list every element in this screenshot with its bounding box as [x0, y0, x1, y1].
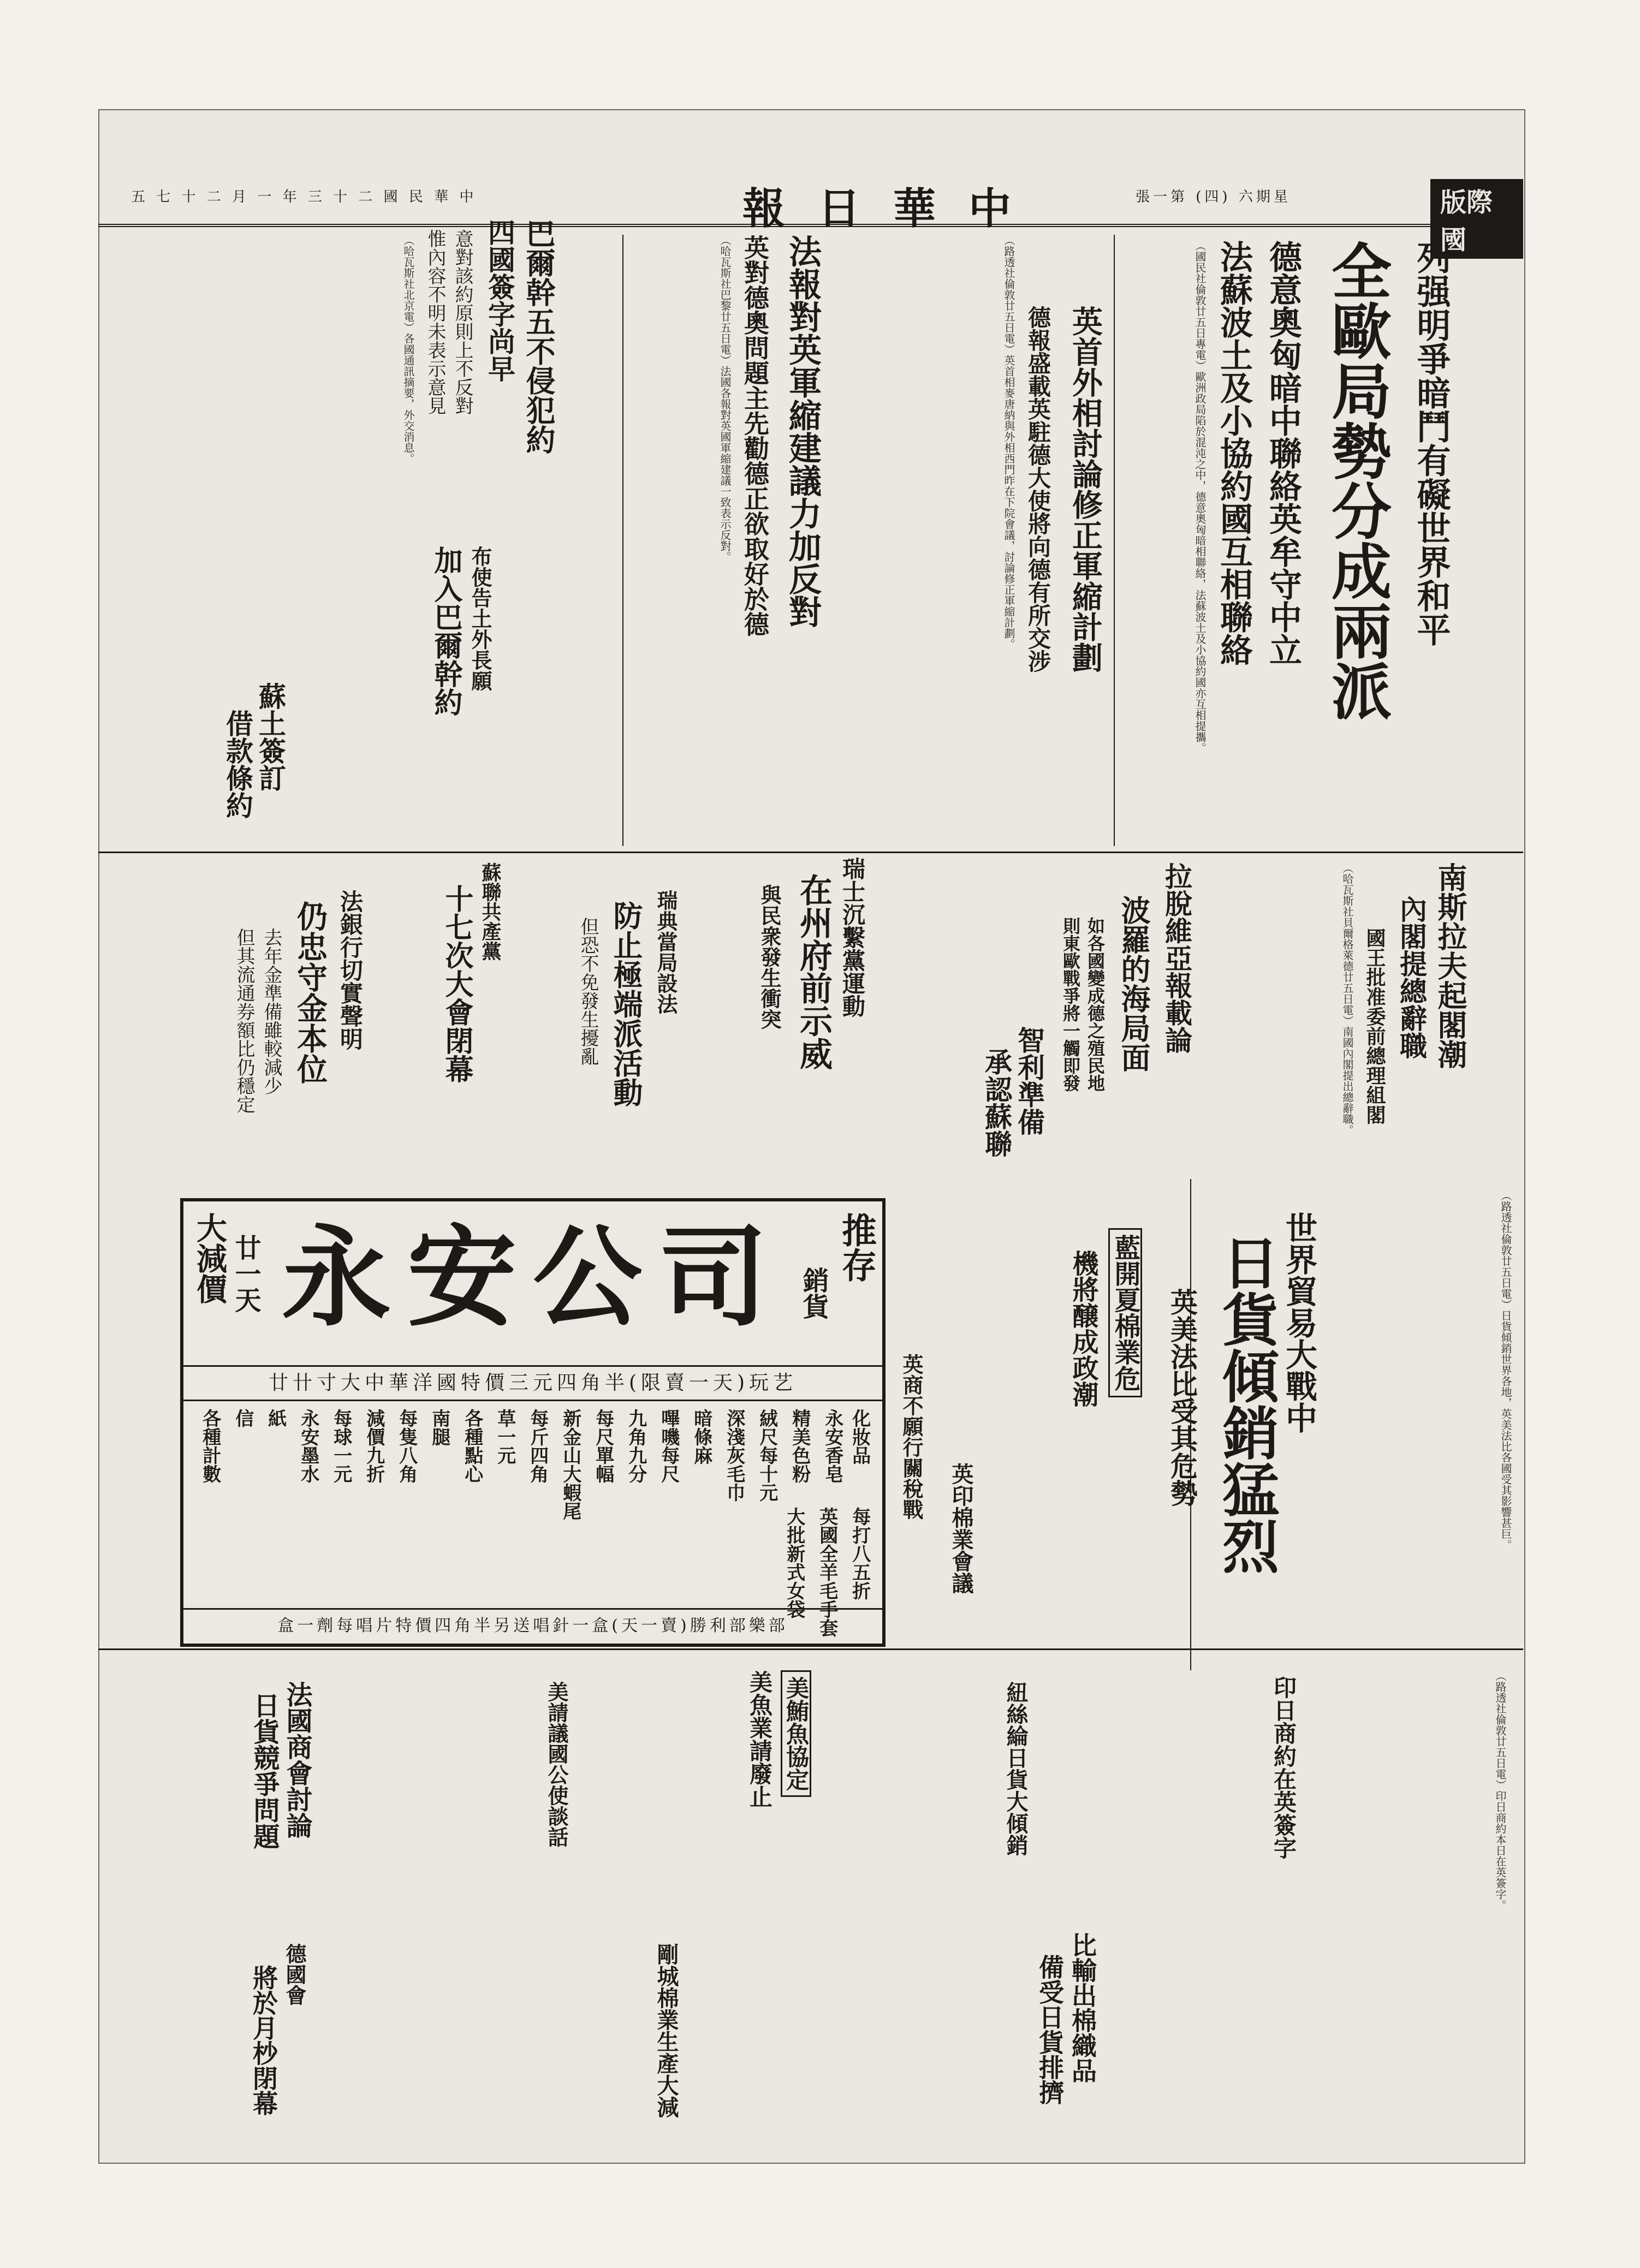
ad-item: 英國全羊毛手套: [816, 1507, 838, 1637]
ad-footer: 盒一劑每唱片特價四角半另送唱針一盒(天一賣)勝利部樂部: [183, 1608, 882, 1642]
ad-item: 信: [231, 1409, 254, 1427]
section-label: 版際國: [1430, 179, 1523, 259]
ad-item: 每打八五折: [848, 1507, 871, 1600]
column-rule: [622, 235, 623, 846]
article-8-subhead-1: 波羅的海局面: [1116, 895, 1151, 1072]
article-12-headline: 十七次大會閉幕: [440, 884, 473, 1083]
ad-item: 每球一元: [330, 1409, 352, 1483]
article-22-headline: 美請議國公使談話: [544, 1681, 569, 1847]
lead-headline: 全歐局勢分成兩派: [1322, 240, 1392, 721]
ad-brand: 永安公司: [282, 1213, 785, 1342]
ad-left-top: 大減價: [192, 1212, 228, 1304]
ad-item: 每隻八角: [395, 1409, 418, 1483]
article-2-subhead: 德報盛載英駐德大使將向德有所交涉: [1025, 306, 1051, 672]
ad-item: 九角九分: [625, 1409, 647, 1483]
article-23-headline: 剛城棉業生產大減: [653, 1943, 679, 2118]
article-11-subhead: 瑞典當局設法: [653, 890, 678, 1014]
divider: [98, 1648, 1523, 1650]
article-24-subhead: 日貨競爭問題: [249, 1692, 280, 1849]
article-14-headline: 英商不願行關稅戰: [899, 1354, 924, 1520]
article-4-subhead-2: 意對該約原則上不反對: [451, 229, 473, 415]
ad-item: 每尺單幅: [592, 1409, 614, 1483]
ad-item: 新金山大蝦尾: [559, 1409, 581, 1520]
article-15-body: （路透社倫敦廿五日電）日貨傾銷世界各地，英美法比各國受其影響甚巨。: [1499, 1190, 1512, 1550]
ad-item: 減價九折: [363, 1409, 385, 1483]
article-6-headline: 蘇土簽訂: [254, 682, 287, 791]
article-11-headline: 防止極端派活動: [609, 901, 644, 1107]
article-7-subhead-1: 內閣提總辭職: [1395, 895, 1428, 1059]
ad-item: 絨尺每十元: [756, 1409, 778, 1502]
article-8-headline: 拉脫維亞報載論: [1161, 862, 1193, 1053]
article-7-headline: 南斯拉夫起閣潮: [1433, 862, 1468, 1069]
lead-kicker: 列强明爭暗鬥有礙世界和平: [1411, 240, 1451, 646]
article-5-headline: 加入巴爾幹約: [429, 546, 462, 716]
article-8-subhead-2: 如各國變成德之殖民地: [1085, 917, 1106, 1092]
article-19-headline: 紐絲綸日貨大傾銷: [1003, 1681, 1029, 1856]
masthead: [98, 175, 1523, 255]
ad-right-top: 推存: [836, 1212, 877, 1282]
ad-item: 紙: [264, 1409, 287, 1427]
ad-item: 大批新式女袋: [783, 1507, 805, 1618]
article-20-subhead: 備受日貨排擠: [1035, 1954, 1065, 2105]
article-11-subhead-2: 但恐不免發生擾亂: [577, 917, 599, 1065]
article-15-headline: 世界貿易大戰中: [1280, 1212, 1317, 1433]
ad-item: 精美色粉: [788, 1409, 811, 1483]
article-3-subhead: 英對德奧問題主先勸德正欲取好於德: [740, 235, 770, 636]
article-16-headline: 藍開夏棉業危: [1108, 1228, 1142, 1397]
column-rule: [1114, 235, 1115, 846]
ad-banner: 廿卄寸大中華洋國特價三元四角半(限賣一天)玩艺: [183, 1365, 882, 1401]
article-17-headline: 英印棉業會議: [948, 1463, 974, 1594]
lead-body: （國民社倫敦廿五日專電）歐洲政局陷於混沌之中，德意奧匈暗相聯絡，法蘇波土及小協約國亦互相提攜。: [1193, 240, 1207, 753]
masthead-issue: 張一第 (四) 六期星: [1136, 189, 1291, 205]
article-12-subhead: 蘇聯共產黨: [479, 862, 502, 961]
article-8-subhead-3: 則東歐戰爭將一觸即發: [1060, 917, 1081, 1092]
ad-item: 深淺灰毛巾: [723, 1409, 745, 1502]
ad-right-sub: 銷貨: [798, 1267, 829, 1319]
article-5-subhead: 布使告土外長願: [468, 546, 492, 691]
article-13-subhead-3: 但其流通券額比仍穩定: [233, 928, 255, 1114]
article-7-subhead-2: 國王批准委前總理組閣: [1363, 928, 1386, 1124]
lead-subhead-1: 德意奧匈暗中聯絡英牟守中立: [1264, 240, 1302, 666]
article-25-headline: 將於月杪閉幕: [249, 1965, 278, 2116]
article-4-headline: 巴爾幹五不侵犯約: [521, 218, 556, 454]
ad-item: 各種點心: [461, 1409, 483, 1483]
article-13-subhead: 法銀行切實聲明: [337, 890, 364, 1050]
article-10-subhead: 瑞士沉繫黨運動: [839, 857, 866, 1017]
article-21-subhead: 美魚業請廢止: [746, 1670, 773, 1808]
ad-item: 暗條麻: [690, 1409, 712, 1465]
article-15-subhead-1: 日貨傾銷猛烈: [1213, 1234, 1280, 1574]
masthead-title: 報日華中: [742, 184, 1044, 234]
ad-item: 每斤四角: [526, 1409, 549, 1483]
ad-item: 嗶嘰每尺: [657, 1409, 680, 1483]
article-2-headline: 英首外相討論修正軍縮計劃: [1067, 306, 1103, 672]
article-9-subhead: 承認蘇聯: [981, 1048, 1013, 1157]
ad-item: 化妝品: [848, 1409, 871, 1465]
article-13-subhead-2: 去年金準備雖較減少: [260, 928, 282, 1095]
yongan-advertisement: [180, 1198, 886, 1647]
article-4-subhead-1: 四國簽字尚早: [484, 218, 516, 382]
ad-item: 永安香皂: [821, 1409, 843, 1483]
ad-item: 南腿: [428, 1409, 450, 1446]
article-4-subhead-3: 惟內容不明未表示意見: [424, 229, 446, 415]
article-7-body: （哈瓦斯社貝爾格萊德廿五日電）南國內閣提出總辭職。: [1341, 862, 1354, 1135]
article-16-subhead: 機將醸成政潮: [1068, 1250, 1098, 1407]
article-20-headline: 比輸出棉織品: [1068, 1932, 1097, 2083]
article-18-headline: 印日商約在英簽字: [1270, 1676, 1297, 1859]
ad-item: 草一元: [494, 1409, 516, 1465]
article-2-body: （路透社倫敦廿五日電）英首相麥唐納與外相西門昨在下院會議，討論修正軍縮計劃。: [1002, 235, 1015, 650]
ad-item: 永安墨水: [297, 1409, 319, 1483]
article-10-headline: 在州府前示威: [794, 873, 833, 1070]
article-21-headline: 美鮪魚協定: [781, 1670, 811, 1797]
article-10-subhead-2: 與民衆發生衝突: [757, 884, 782, 1029]
article-24-headline: 法國商會討論: [282, 1681, 312, 1838]
article-3-body: （哈瓦斯社巴黎廿五日電）法國各報對英國軍縮建議一致表示反對。: [718, 235, 732, 562]
divider: [98, 852, 1523, 853]
article-9-headline: 智利準備: [1013, 1026, 1045, 1135]
article-18-body: （路透社倫敦廿五日電）印日商約本日在英簽字。: [1494, 1670, 1507, 1910]
article-3-headline: 法報對英軍縮建議力加反對: [783, 235, 822, 628]
article-13-headline: 仍忠守金本位: [292, 901, 328, 1084]
masthead-date: 五 七 十 二 月 一 年 三 十 二 國 民 華 中: [131, 189, 477, 205]
ad-left-sub: 廿一天: [230, 1234, 261, 1313]
article-25-subhead: 德國會: [282, 1943, 307, 2005]
ad-item: 各種計數: [199, 1409, 221, 1483]
left-news-body: （哈瓦斯社北京電）各國通訊摘要，外交消息。: [402, 235, 415, 464]
article-6-subhead: 借款條約: [222, 710, 254, 819]
article-15-subhead-2: 英美法比受其危勢: [1166, 1288, 1198, 1507]
lead-subhead-2: 法蘇波土及小協約國互相聯絡: [1215, 240, 1253, 666]
